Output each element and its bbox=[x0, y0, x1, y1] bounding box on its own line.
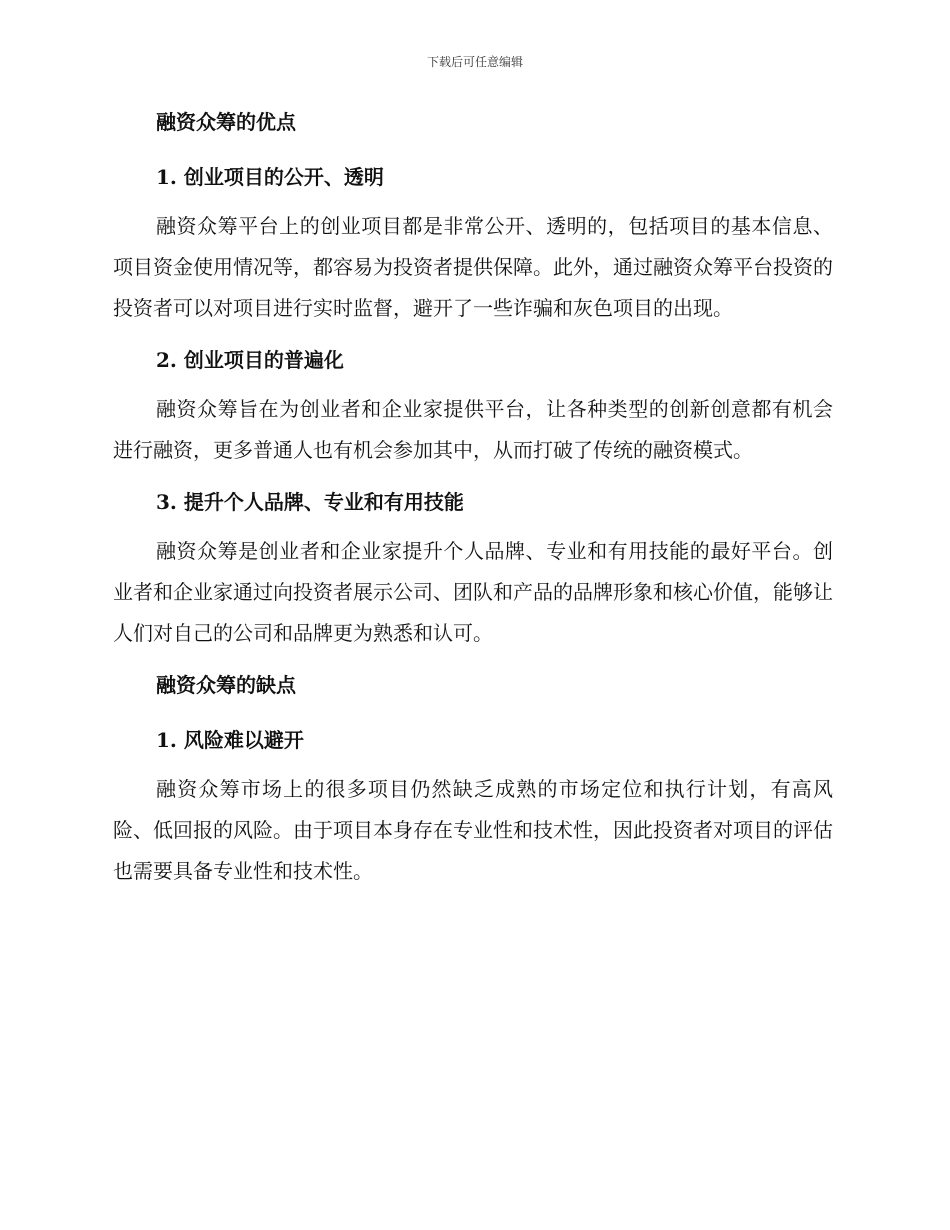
section-title-advantages: 融资众筹的优点 bbox=[156, 110, 296, 134]
item-paragraph: 融资众筹市场上的很多项目仍然缺乏成熟的市场定位和执行计划，有高风险、低回报的风险。由于项目本身存在专业性和技术性，因此投资者对项目的评估也需要具备专业性和技术性。 bbox=[113, 777, 833, 883]
item-heading: 1. 风险难以避开 bbox=[156, 728, 304, 752]
item-heading: 2. 创业项目的普遍化 bbox=[156, 348, 344, 372]
item-heading: 1. 创业项目的公开、透明 bbox=[156, 165, 384, 189]
item-paragraph: 融资众筹旨在为创业者和企业家提供平台，让各种类型的创新创意都有机会进行融资，更多普通人也有机会参加其中，从而打破了传统的融资模式。 bbox=[113, 397, 833, 462]
document-body bbox=[113, 108, 833, 892]
item-heading: 3. 提升个人品牌、专业和有用技能 bbox=[156, 490, 464, 514]
page-header: 下载后可任意编辑 bbox=[426, 55, 523, 69]
item-paragraph: 融资众筹平台上的创业项目都是非常公开、透明的，包括项目的基本信息、项目资金使用情况等，都容易为投资者提供保障。此外，通过融资众筹平台投资的投资者可以对项目进行实时监督，避开了一些诈骗和灰色项目的出现。 bbox=[113, 214, 833, 320]
item-paragraph: 融资众筹是创业者和企业家提升个人品牌、专业和有用技能的最好平台。创业者和企业家通过向投资者展示公司、团队和产品的品牌形象和核心价值，能够让人们对自己的公司和品牌更为熟悉和认可。 bbox=[113, 539, 833, 645]
section-title-disadvantages: 融资众筹的缺点 bbox=[156, 673, 296, 697]
